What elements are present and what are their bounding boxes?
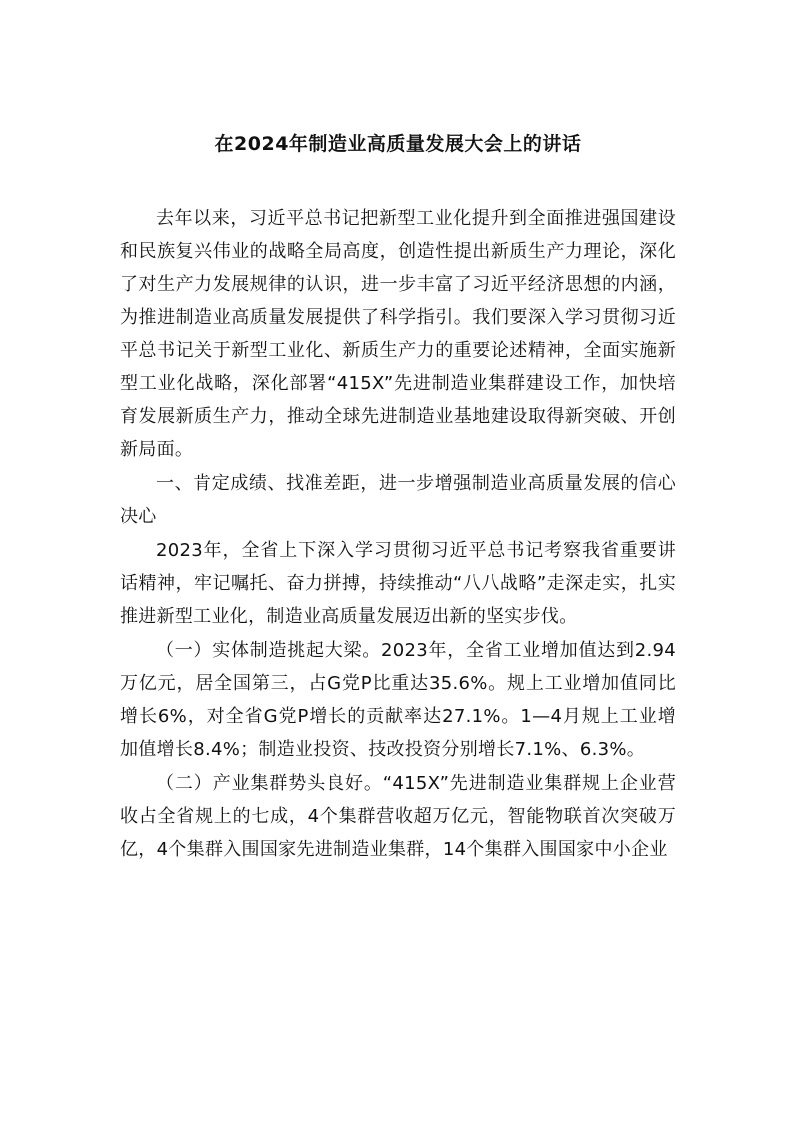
section-heading-1: 一、肯定成绩、找准差距，进一步增强制造业高质量发展的信心决心: [120, 473, 676, 527]
paragraph-item-1: （一）实体制造挑起大梁。2023年，全省工业增加值达到2.94万亿元，居全国第三，占G党P比重达35.6%。规上工业增加值同比增长6%，对全省G党P增长的贡献率达27.1%。1—4月规上工业增加值增长8.4%；制造业投资、技改投资分别增长7.1%、6.3%。: [120, 640, 676, 760]
paragraph-item-2: （二）产业集群势头良好。“415X”先进制造业集群规上企业营收占全省规上的七成，4个集群营收超万亿元，智能物联首次突破万亿，4个集群入围国家先进制造业集群，14个集群入围国家中小企业: [120, 773, 676, 860]
paragraph-intro: 去年以来，习近平总书记把新型工业化提升到全面推进强国建设和民族复兴伟业的战略全局高度，创造性提出新质生产力理论，深化了对生产力发展规律的认识，进一步丰富了习近平经济思想的内涵，为推进制造业高质量发展提供了科学指引。我们要深入学习贯彻习近平总书记关于新型工业化、新质生产力的重要论述精神，全面实施新型工业化战略，深化部署“415X”先进制造业集群建设工作，加快培育发展新质生产力，推动全球先进制造业基地建设取得新突破、开创新局面。: [120, 208, 676, 460]
paragraph-2023-summary: 2023年，全省上下深入学习贯彻习近平总书记考察我省重要讲话精神，牢记嘱托、奋力拼搏，持续推动“八八战略”走深走实，扎实推进新型工业化，制造业高质量发展迈出新的坚实步伐。: [120, 540, 676, 627]
document-page: [120, 126, 676, 867]
document-title: 在2024年制造业高质量发展大会上的讲话: [214, 133, 582, 155]
